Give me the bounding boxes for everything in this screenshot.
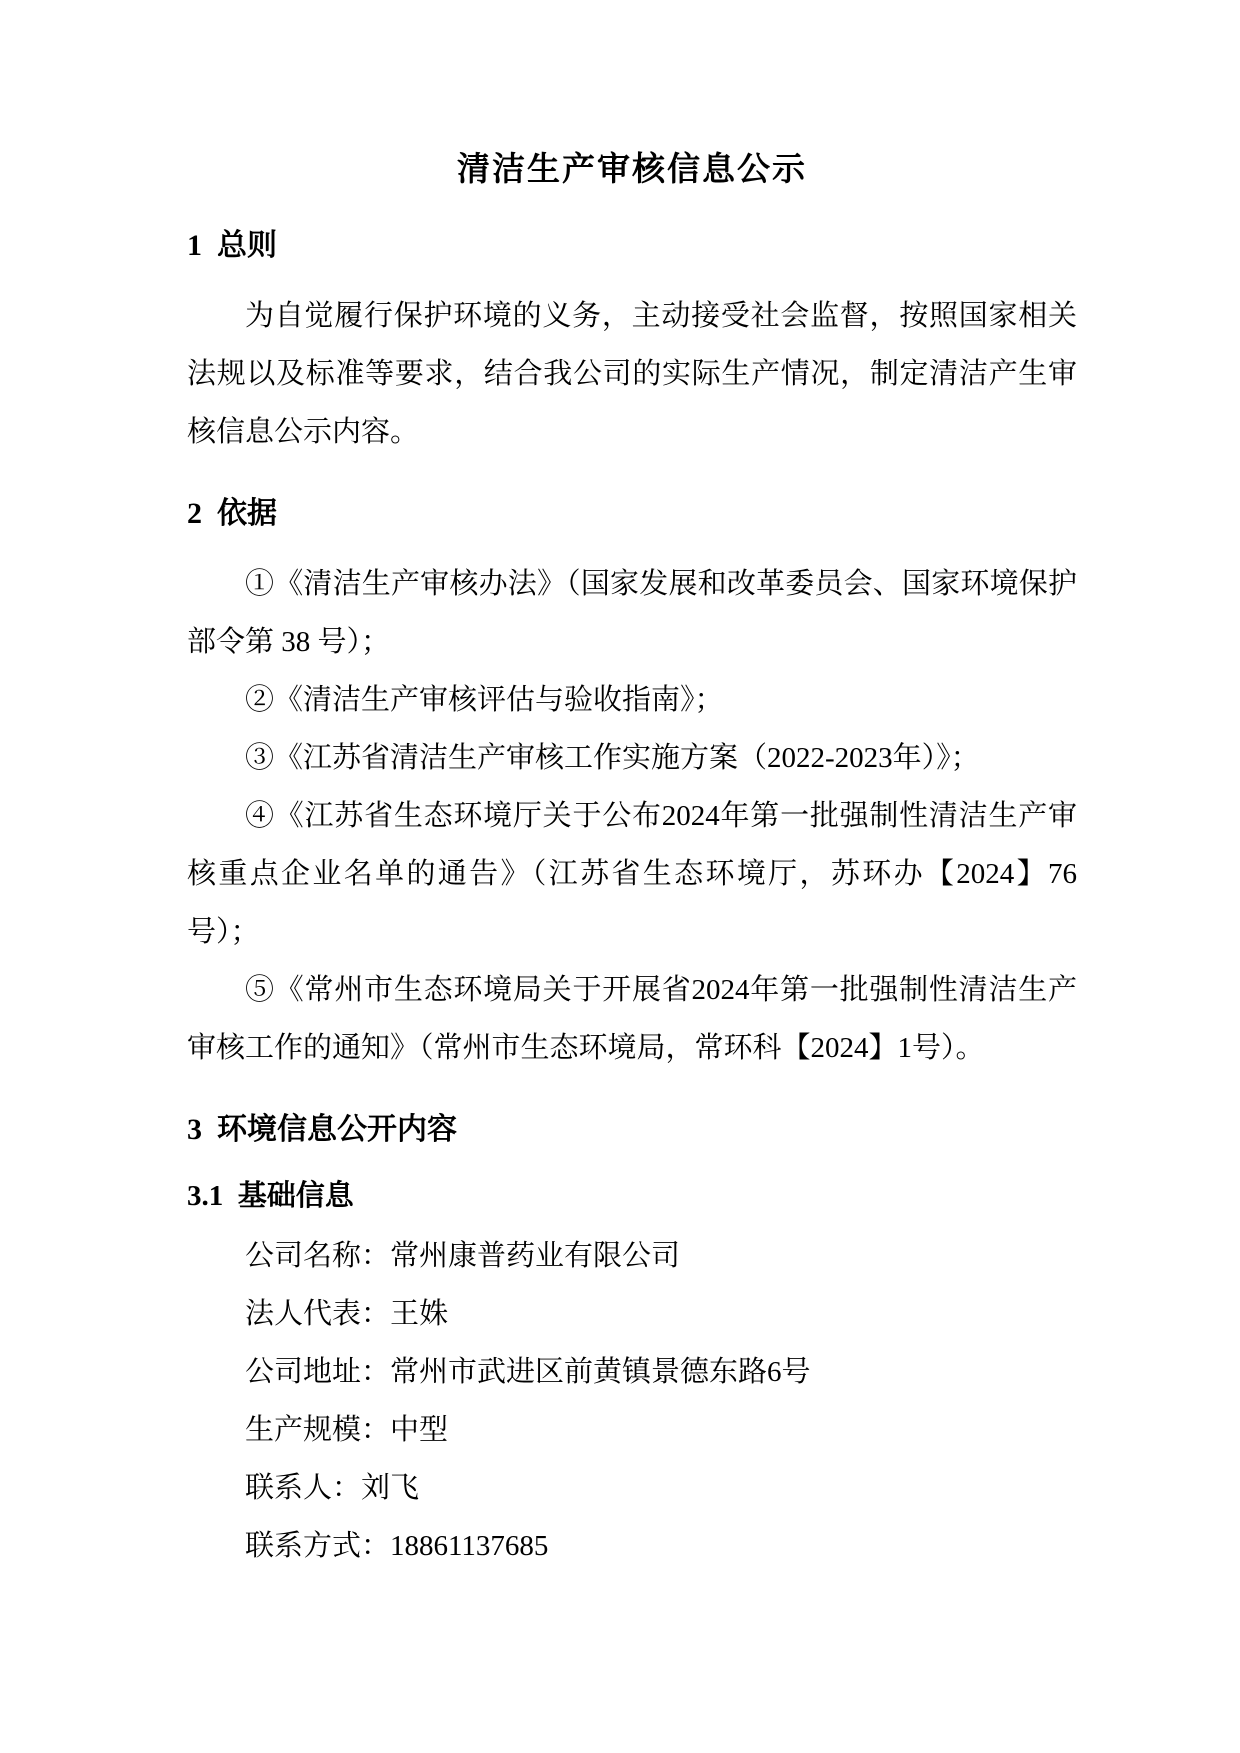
heading-general-principles: 1 总则 bbox=[187, 229, 277, 262]
basis-item-2: ②《清洁生产审核评估与验收指南》； bbox=[245, 684, 724, 716]
basis-item-3: ③《江苏省清洁生产审核工作实施方案（2022-2023年）》； bbox=[245, 742, 980, 774]
heading-basic-info: 3.1 基础信息 bbox=[187, 1180, 354, 1212]
info-legal-representative: 法人代表：王姝 bbox=[245, 1298, 449, 1330]
info-contact-person: 联系人：刘飞 bbox=[245, 1472, 420, 1504]
info-company-address: 公司地址：常州市武进区前黄镇景德东路6号 bbox=[245, 1356, 811, 1388]
basis-item-5: ⑤《常州市生态环境局关于开展省2024年第一批强制性清洁生产审核工作的通知》（常州市生态环境局，常环科【2024】1号）。 bbox=[187, 974, 1077, 1064]
basis-item-4: ④《江苏省生态环境厅关于公布2024年第一批强制性清洁生产审核重点企业名单的通告》（江苏省生态环境厅，苏环办【2024】76号）； bbox=[187, 800, 1077, 948]
basis-item-1: ①《清洁生产审核办法》（国家发展和改革委员会、国家环境保护部令第 38 号）； bbox=[187, 568, 1077, 658]
document-title: 清洁生产审核信息公示 bbox=[457, 150, 807, 187]
info-company-name: 公司名称：常州康普药业有限公司 bbox=[245, 1240, 681, 1272]
paragraph-general-principles: 为自觉履行保护环境的义务，主动接受社会监督，按照国家相关法规以及标准等要求，结合我公司的实际生产情况，制定清洁产生审核信息公示内容。 bbox=[187, 300, 1077, 448]
info-contact-phone: 联系方式：18861137685 bbox=[245, 1530, 549, 1562]
heading-basis: 2 依据 bbox=[187, 497, 277, 530]
info-production-scale: 生产规模：中型 bbox=[245, 1414, 449, 1446]
heading-environmental-disclosure: 3 环境信息公开内容 bbox=[187, 1113, 457, 1146]
